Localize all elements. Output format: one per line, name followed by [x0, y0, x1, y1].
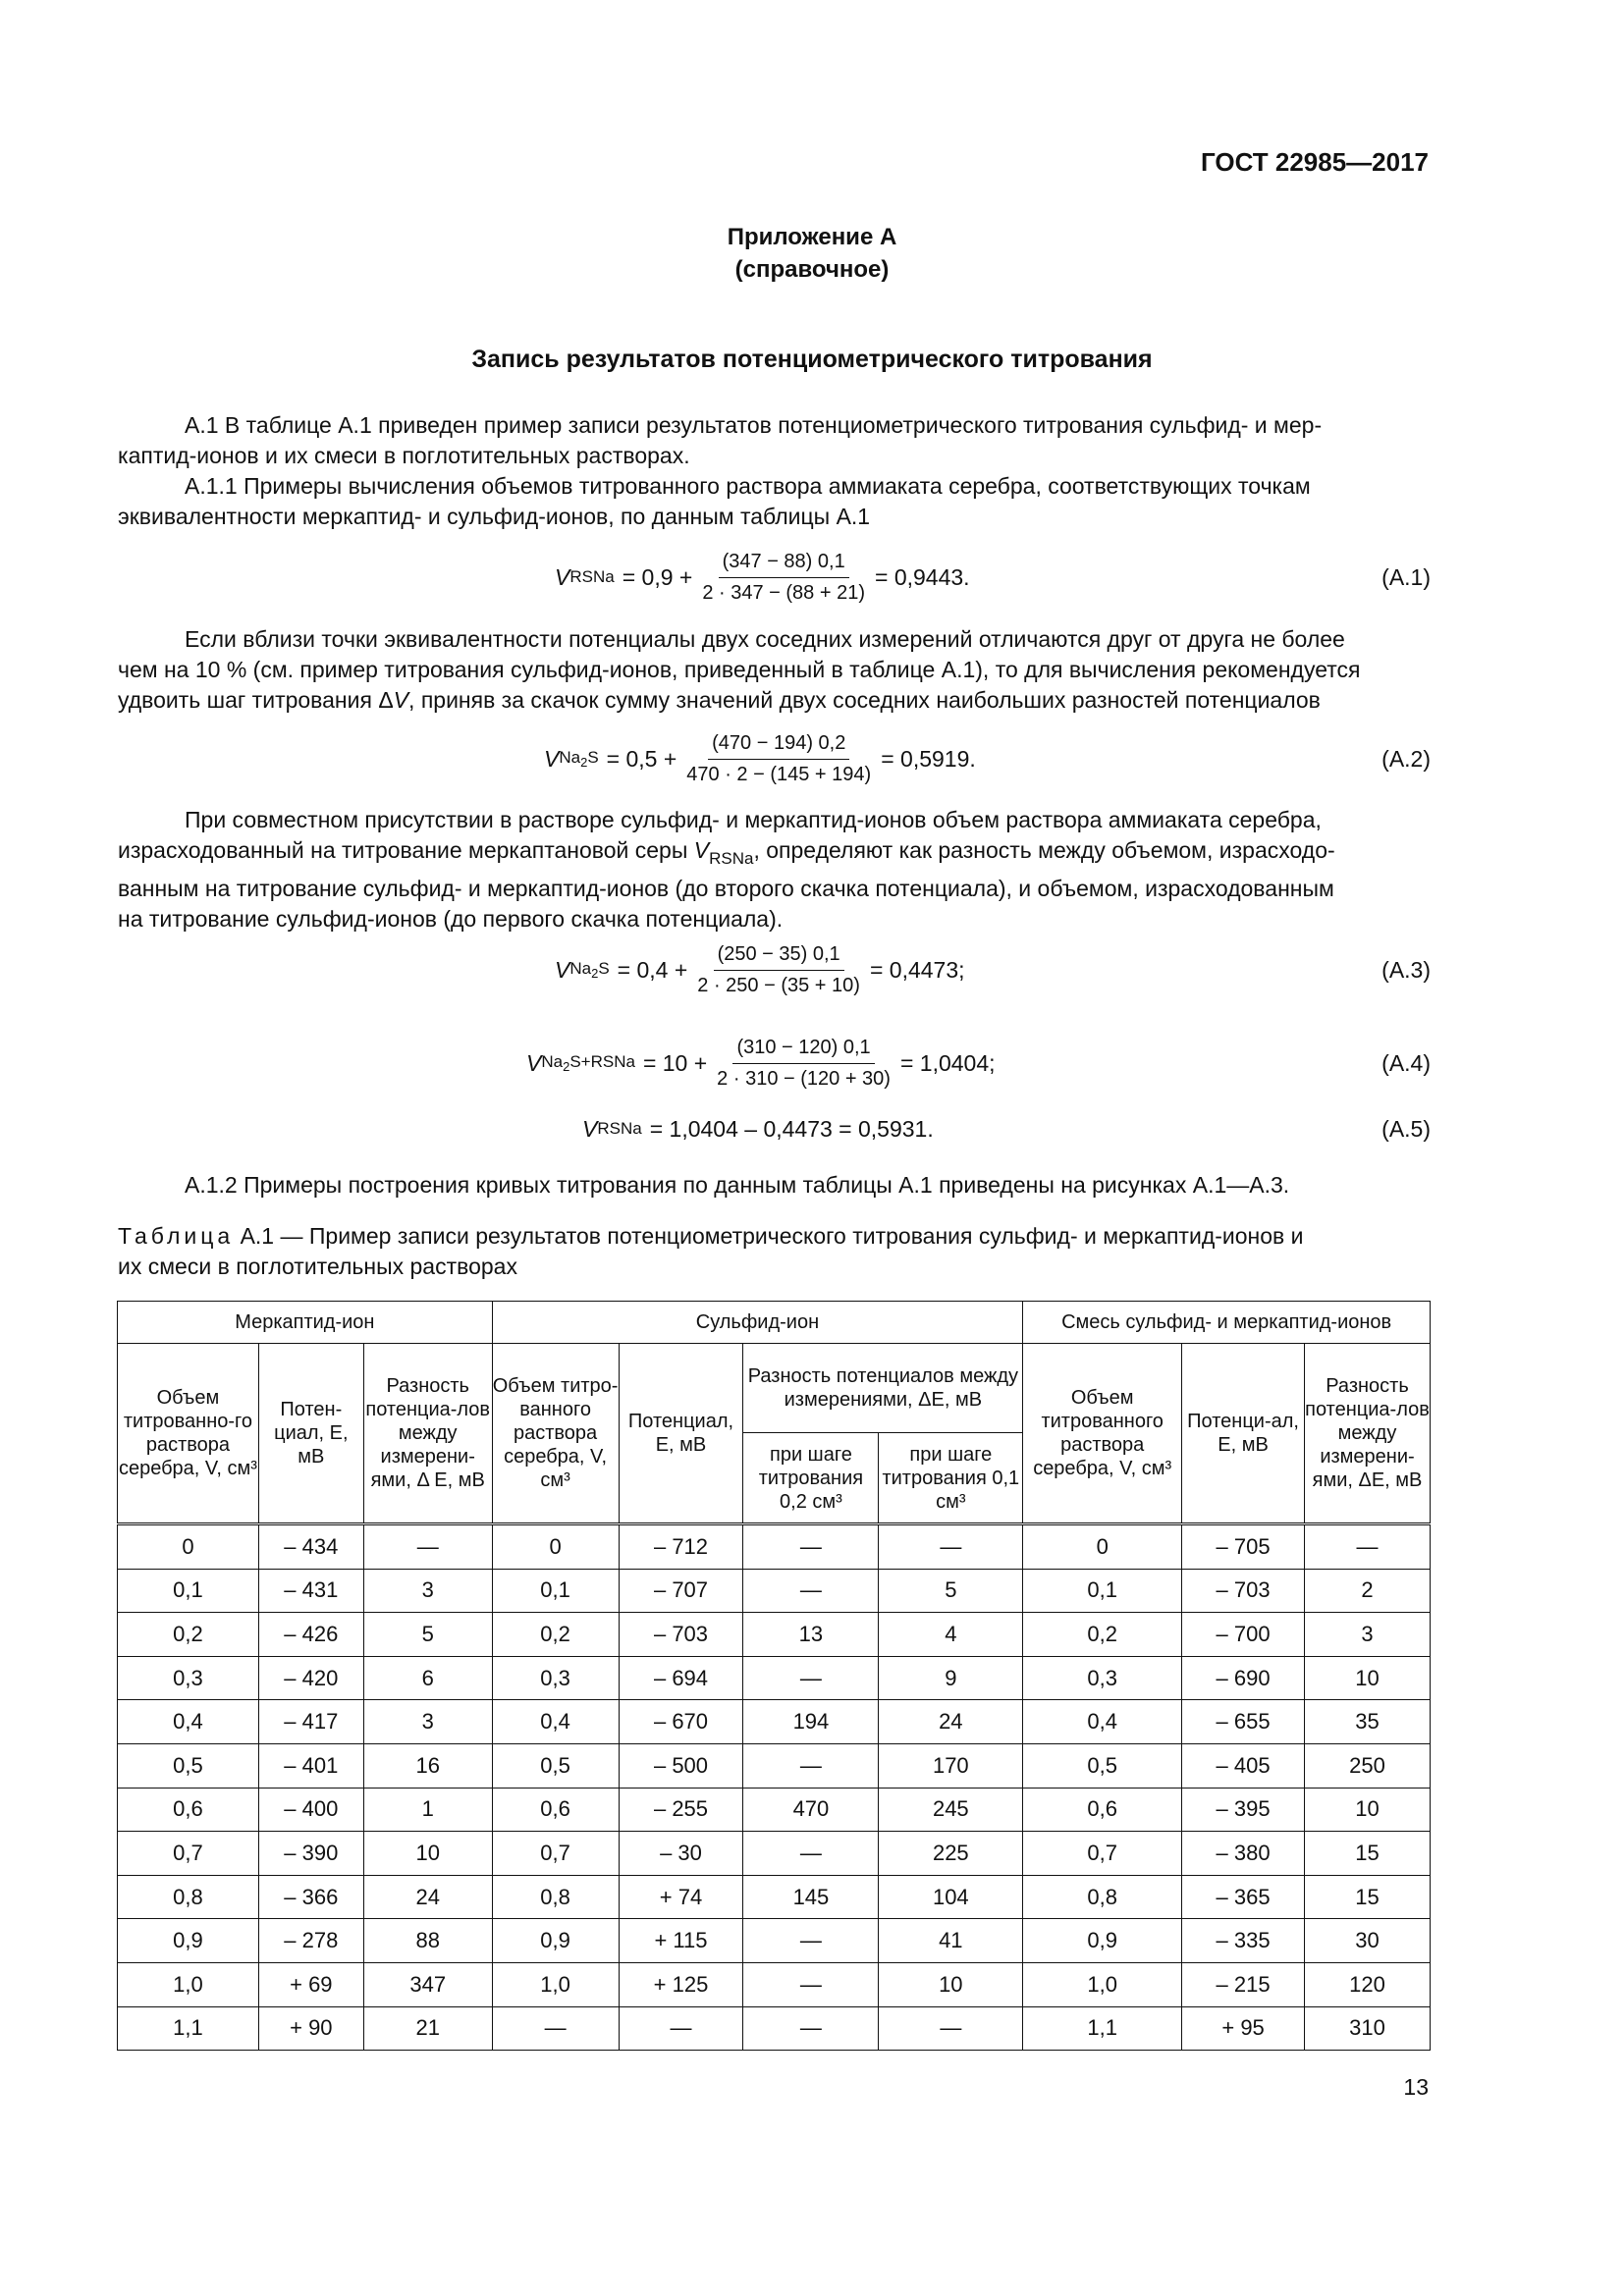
table-cell: 225: [879, 1832, 1023, 1876]
table-cell: 0,3: [1023, 1656, 1182, 1700]
formula-number: (А.3): [1381, 956, 1431, 983]
table-cell: 0,7: [118, 1832, 259, 1876]
paragraph-a1: А.1 В таблице А.1 приведен пример записи результатов потенциометрического титрования сульфид- и мер- каптид-ионов и их смеси в поглотительных растворах.: [118, 412, 1323, 468]
table-cell: 120: [1305, 1962, 1431, 2006]
table-cell: 3: [363, 1569, 492, 1613]
table-cell: 3: [1305, 1613, 1431, 1657]
table-cell: + 69: [258, 1962, 363, 2006]
table-cell: 24: [363, 1875, 492, 1919]
table-cell: 13: [743, 1613, 879, 1657]
table-cell: 2: [1305, 1569, 1431, 1613]
table-cell: 0,6: [1023, 1788, 1182, 1832]
table-cell: 0,8: [1023, 1875, 1182, 1919]
table-cell: – 380: [1182, 1832, 1305, 1876]
table-cell: 245: [879, 1788, 1023, 1832]
table-cell: 35: [1305, 1700, 1431, 1744]
table-cell: – 405: [1182, 1743, 1305, 1788]
table-cell: 0,8: [492, 1875, 619, 1919]
table-row: [118, 1569, 1431, 1613]
header-difference: Разность потенциа-лов между измерени-ями, ΔE, мВ: [1305, 1344, 1431, 1524]
section-title: Запись результатов потенциометрического титрования: [471, 346, 1153, 373]
table-cell: 10: [1305, 1788, 1431, 1832]
table-row: [118, 1700, 1431, 1744]
table-cell: + 74: [619, 1875, 743, 1919]
table-cell: 0,4: [1023, 1700, 1182, 1744]
table-cell: 30: [1305, 1919, 1431, 1963]
table-cell: – 400: [258, 1788, 363, 1832]
table-cell: – 255: [619, 1788, 743, 1832]
table-cell: 10: [1305, 1656, 1431, 1700]
table-cell: – 366: [258, 1875, 363, 1919]
table-cell: – 434: [258, 1524, 363, 1570]
table-cell: 0,5: [1023, 1743, 1182, 1788]
table-cell: – 401: [258, 1743, 363, 1788]
appendix-title: Приложение А: [727, 224, 897, 250]
table-cell: —: [619, 2006, 743, 2051]
table-cell: – 703: [1182, 1569, 1305, 1613]
table-row: [118, 1788, 1431, 1832]
table-row: [118, 1743, 1431, 1788]
table-cell: – 694: [619, 1656, 743, 1700]
paragraph-a1-1: А.1.1 Примеры вычисления объемов титрованного раствора аммиаката серебра, соответствующих точкам эквивалентности меркаптид- и сульфид-ионов, по данным таблицы А.1: [118, 473, 1311, 529]
table-cell: —: [743, 1569, 879, 1613]
table-cell: —: [743, 1919, 879, 1963]
header-potential: Потенциал, E, мВ: [619, 1344, 743, 1524]
table-cell: 1,0: [118, 1962, 259, 2006]
table-caption: Таблица А.1 — Пример записи результатов потенциометрического титрования сульфид- и меркаптид-ионов и их смеси в поглотительных растворах: [118, 1223, 1304, 1279]
paragraph-double-step: Если вблизи точки эквивалентности потенциалы двух соседних измерений отличаются друг от друга не более чем на 10 % (см. пример титрования сульфид-ионов, приведенный в таблице А.1), то для вычисления рекомендуется удвоить шаг титрования ΔV, приняв за скачок сумму значений двух соседних наибольших разностей потенциалов: [118, 626, 1361, 713]
table-cell: 0,3: [492, 1656, 619, 1700]
table-cell: – 426: [258, 1613, 363, 1657]
table-cell: —: [363, 1524, 492, 1570]
table-cell: 0,9: [1023, 1919, 1182, 1963]
header-potential: Потенци-ал, E, мВ: [1182, 1344, 1305, 1524]
table-cell: – 335: [1182, 1919, 1305, 1963]
table-cell: —: [743, 1962, 879, 2006]
table-cell: 1,0: [492, 1962, 619, 2006]
formula-number: (А.2): [1381, 745, 1431, 772]
table-cell: 1: [363, 1788, 492, 1832]
table-cell: —: [879, 1524, 1023, 1570]
group-header-sulfide: Сульфид-ион: [492, 1302, 1023, 1344]
table-cell: —: [879, 2006, 1023, 2051]
table-cell: + 90: [258, 2006, 363, 2051]
table-cell: 0,7: [1023, 1832, 1182, 1876]
table-cell: – 712: [619, 1524, 743, 1570]
table-cell: 0,1: [118, 1569, 259, 1613]
table-cell: 0,5: [492, 1743, 619, 1788]
table-cell: 9: [879, 1656, 1023, 1700]
table-cell: —: [743, 1743, 879, 1788]
table-row: [118, 1524, 1431, 1570]
table-cell: 5: [879, 1569, 1023, 1613]
table-cell: 6: [363, 1656, 492, 1700]
titration-table: [117, 1301, 1431, 2051]
table-cell: 3: [363, 1700, 492, 1744]
table-cell: —: [743, 2006, 879, 2051]
table-cell: 1,1: [118, 2006, 259, 2051]
table-cell: – 700: [1182, 1613, 1305, 1657]
table-cell: 104: [879, 1875, 1023, 1919]
formula-number: (А.1): [1381, 563, 1431, 590]
table-cell: 0,9: [492, 1919, 619, 1963]
header-volume: Объем титрованно-го раствора серебра, V, см³: [118, 1344, 259, 1524]
table-row: [118, 1832, 1431, 1876]
table-cell: 0: [1023, 1524, 1182, 1570]
appendix-subtitle: (справочное): [734, 256, 890, 283]
header-volume: Объем титрованного раствора серебра, V, см³: [1023, 1344, 1182, 1524]
table-cell: – 500: [619, 1743, 743, 1788]
header-volume: Объем титро-ванного раствора серебра, V, см³: [492, 1344, 619, 1524]
formula-a5: V RSNa = 1,0404 – 0,4473 = 0,5931. (А.5): [118, 1093, 1431, 1165]
group-header-mercaptide: Меркаптид-ион: [118, 1302, 493, 1344]
table-cell: —: [1305, 1524, 1431, 1570]
table-cell: – 690: [1182, 1656, 1305, 1700]
table-cell: 21: [363, 2006, 492, 2051]
header-difference: Разность потенциа-лов между измерени-ями, Δ E, мВ: [363, 1344, 492, 1524]
standard-header: ГОСТ 22985—2017: [1201, 147, 1429, 177]
table-cell: – 705: [1182, 1524, 1305, 1570]
table-cell: – 431: [258, 1569, 363, 1613]
table-cell: 1,1: [1023, 2006, 1182, 2051]
table-cell: – 707: [619, 1569, 743, 1613]
table-cell: – 655: [1182, 1700, 1305, 1744]
table-cell: —: [743, 1832, 879, 1876]
table-cell: 0,6: [118, 1788, 259, 1832]
table-cell: —: [492, 2006, 619, 2051]
table-cell: 250: [1305, 1743, 1431, 1788]
table-cell: 0,5: [118, 1743, 259, 1788]
paragraph-joint-presence: При совместном присутствии в растворе сульфид- и меркаптид-ионов объем раствора аммиаката серебра, израсходованный на титрование меркаптановой серы $V_{RSNa}$, определяют как разность между объемом, израсходо- ванным на титрование сульфид- и меркаптид-ионов (до второго скачка потенциала), и объемом, израсходованным на титрование сульфид-ионов (до первого скачка потенциала).: [118, 807, 1335, 932]
table-cell: – 30: [619, 1832, 743, 1876]
table-cell: 0,9: [118, 1919, 259, 1963]
header-step-0-2: при шаге титрования 0,2 см³: [743, 1433, 879, 1524]
formula-a2: V $Na_2S$ = 0,5 + $\frac{(470 - 194) 0,2}{470 \cdot 2 - (145 + 194)}$ = 0,5919. (А.2): [118, 720, 1431, 798]
table-cell: + 95: [1182, 2006, 1305, 2051]
table-cell: 88: [363, 1919, 492, 1963]
table-cell: 16: [363, 1743, 492, 1788]
table-cell: 1,0: [1023, 1962, 1182, 2006]
table-row: [118, 1875, 1431, 1919]
table-cell: 0,4: [118, 1700, 259, 1744]
table-row: [118, 2006, 1431, 2051]
table-cell: – 365: [1182, 1875, 1305, 1919]
table-cell: 0,2: [118, 1613, 259, 1657]
table-cell: 0,3: [118, 1656, 259, 1700]
table-cell: 170: [879, 1743, 1023, 1788]
table-cell: 24: [879, 1700, 1023, 1744]
table-cell: 0: [492, 1524, 619, 1570]
formula-a3: V $Na_2S$ = 0,4 + $\frac{(250 - 35) 0,1}{2 \cdot 250 - (35 + 10)}$ = 0,4473; (А.3): [118, 931, 1431, 1009]
table-cell: 145: [743, 1875, 879, 1919]
table-cell: + 125: [619, 1962, 743, 2006]
table-cell: —: [743, 1656, 879, 1700]
table-cell: —: [743, 1524, 879, 1570]
table-cell: 41: [879, 1919, 1023, 1963]
table-cell: 0: [118, 1524, 259, 1570]
formula-number: (А.4): [1381, 1049, 1431, 1076]
table-cell: 0,4: [492, 1700, 619, 1744]
table-cell: 0,7: [492, 1832, 619, 1876]
table-cell: 310: [1305, 2006, 1431, 2051]
formula-a1: V RSNa = 0,9 + $\frac{(347 - 88) 0,1}{2 \cdot 347 - (88 + 21)}$ = 0,9443. (А.1): [118, 538, 1431, 616]
table-row: [118, 1919, 1431, 1963]
table-cell: 0,8: [118, 1875, 259, 1919]
table-row: [118, 1656, 1431, 1700]
table-cell: 15: [1305, 1875, 1431, 1919]
paragraph-a1-2: А.1.2 Примеры построения кривых титрования по данным таблицы А.1 приведены на рисунках А.1—А.3.: [185, 1172, 1290, 1198]
table-row: [118, 1613, 1431, 1657]
formula-a4: V $Na_2S+RSNa$ = 10 + $\frac{(310 - 120) 0,1}{2 \cdot 310 - (120 + 30)}$ = 1,0404; (А.4): [118, 1024, 1431, 1102]
table-cell: 4: [879, 1613, 1023, 1657]
table-cell: 10: [879, 1962, 1023, 2006]
table-cell: 0,1: [492, 1569, 619, 1613]
header-potential: Потен-циал, E, мВ: [258, 1344, 363, 1524]
table-cell: – 417: [258, 1700, 363, 1744]
table-cell: 10: [363, 1832, 492, 1876]
table-cell: – 395: [1182, 1788, 1305, 1832]
table-cell: 15: [1305, 1832, 1431, 1876]
table-cell: 470: [743, 1788, 879, 1832]
header-step-0-1: при шаге титрования 0,1 см³: [879, 1433, 1023, 1524]
table-cell: 347: [363, 1962, 492, 2006]
table-cell: 0,6: [492, 1788, 619, 1832]
table-cell: 0,2: [1023, 1613, 1182, 1657]
table-cell: 0,1: [1023, 1569, 1182, 1613]
table-row: [118, 1962, 1431, 2006]
group-header-mixture: Смесь сульфид- и меркаптид-ионов: [1023, 1302, 1431, 1344]
formula-number: (А.5): [1381, 1115, 1431, 1142]
table-cell: – 420: [258, 1656, 363, 1700]
table-cell: – 670: [619, 1700, 743, 1744]
header-difference: Разность потенциалов между измерениями, ΔE, мВ: [743, 1344, 1023, 1433]
table-cell: – 703: [619, 1613, 743, 1657]
table-cell: 0,2: [492, 1613, 619, 1657]
table-cell: 194: [743, 1700, 879, 1744]
table-cell: + 115: [619, 1919, 743, 1963]
table-cell: – 278: [258, 1919, 363, 1963]
table-cell: – 215: [1182, 1962, 1305, 2006]
table-cell: – 390: [258, 1832, 363, 1876]
page-number: 13: [1403, 2074, 1429, 2100]
table-cell: 5: [363, 1613, 492, 1657]
